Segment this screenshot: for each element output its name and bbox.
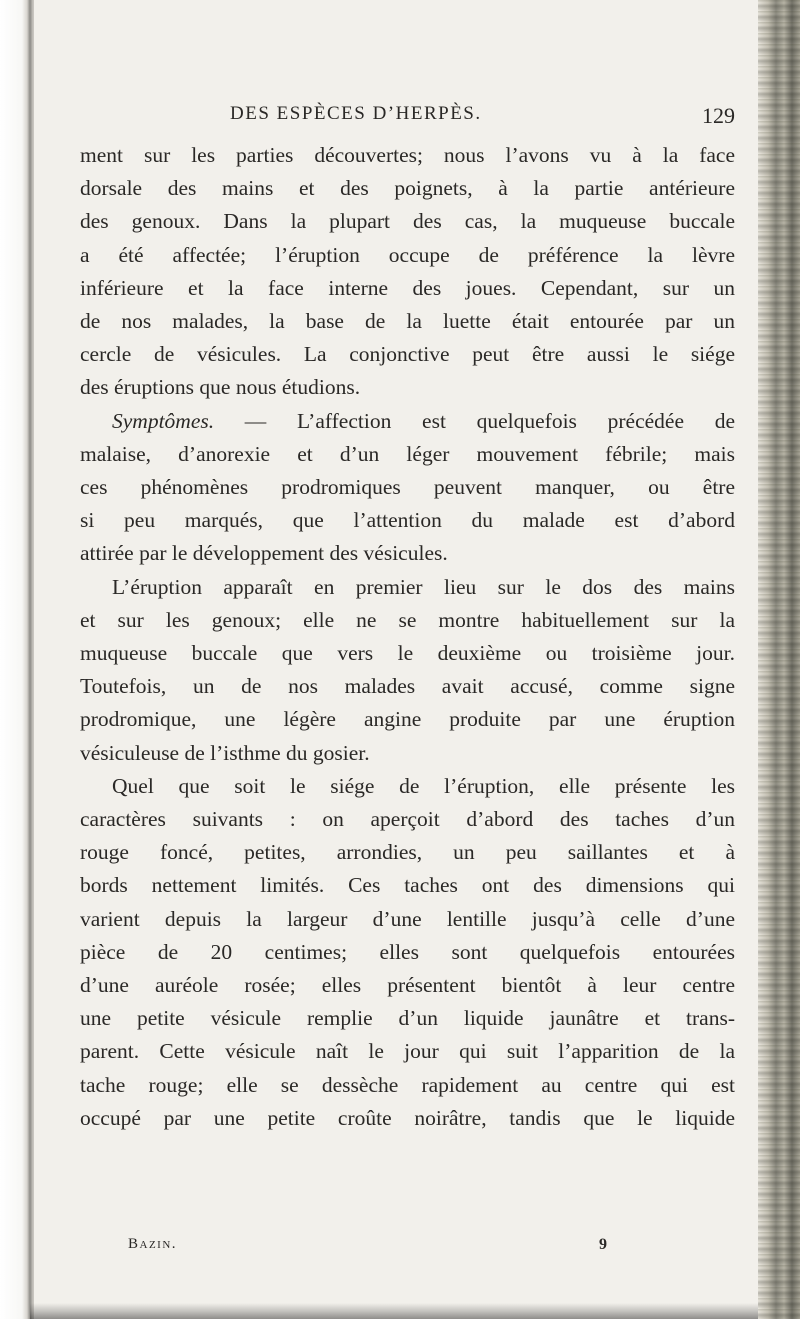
text-line: varient depuis la largeur d’une lentille jusqu’à celle d’une bbox=[80, 906, 735, 931]
paragraph bbox=[80, 405, 735, 571]
paragraph bbox=[80, 571, 735, 770]
body-text bbox=[80, 139, 735, 1135]
section-heading: Symptômes. bbox=[112, 408, 215, 433]
text-line: si peu marqués, que l’attention du malade est d’abord bbox=[80, 508, 735, 533]
text-line: caractères suivants : on aperçoit d’abord des taches d’un bbox=[80, 807, 735, 832]
page-footer bbox=[80, 1236, 735, 1258]
text-fragment: — L’affection est quelquefois précédée de bbox=[214, 408, 735, 433]
signature-mark: 9 bbox=[599, 1236, 607, 1253]
text-line: rouge foncé, petites, arrondies, un peu saillantes et à bbox=[80, 840, 735, 865]
page-number: 129 bbox=[702, 103, 735, 128]
text-line: de nos malades, la base de la luette était entourée par un bbox=[80, 309, 735, 334]
text-line: Quel que soit le siége de l’éruption, elle présente les bbox=[112, 773, 735, 798]
text-line: bords nettement limités. Ces taches ont des dimensions qui bbox=[80, 873, 735, 898]
text-line: cercle de vésicules. La conjonctive peut être aussi le siége bbox=[80, 342, 735, 367]
printer-signature: Bazin. bbox=[128, 1236, 178, 1252]
running-head: DES ESPÈCES D’HERPÈS. bbox=[230, 103, 482, 124]
text-line: ment sur les parties découvertes; nous l’avons vu à la face bbox=[80, 143, 735, 167]
text-line: ces phénomènes prodromiques peuvent manquer, ou être bbox=[80, 475, 735, 500]
text-line: malaise, d’anorexie et d’un léger mouvement fébrile; mais bbox=[80, 441, 735, 466]
text-line: vésiculeuse de l’isthme du gosier. bbox=[80, 740, 370, 765]
text-line: pièce de 20 centimes; elles sont quelquefois entourées bbox=[80, 939, 735, 964]
text-line: muqueuse buccale que vers le deuxième ou troisième jour. bbox=[80, 641, 735, 666]
paragraph bbox=[80, 139, 735, 405]
page-bottom-shadow bbox=[30, 1303, 758, 1319]
text-line: tache rouge; elle se dessèche rapidement au centre qui est bbox=[80, 1072, 735, 1097]
text-line: inférieure et la face interne des joues. Cependant, sur un bbox=[80, 275, 735, 300]
text-line: des genoux. Dans la plupart des cas, la muqueuse buccale bbox=[80, 209, 735, 234]
text-line: et sur les genoux; elle ne se montre habituellement sur la bbox=[80, 607, 735, 632]
text-line: L’éruption apparaît en premier lieu sur le dos des mains bbox=[112, 574, 735, 599]
text-line: occupé par une petite croûte noirâtre, tandis que le liquide bbox=[80, 1105, 735, 1130]
text-line: d’une auréole rosée; elles présentent bientôt à leur centre bbox=[80, 973, 735, 998]
text-line: parent. Cette vésicule naît le jour qui suit l’apparition de la bbox=[80, 1039, 735, 1064]
text-line: a été affectée; l’éruption occupe de préférence la lèvre bbox=[80, 242, 735, 267]
book-binding-edge bbox=[758, 0, 800, 1319]
text-line: attirée par le développement des vésicules. bbox=[80, 541, 448, 566]
text-line: dorsale des mains et des poignets, à la partie antérieure bbox=[80, 176, 735, 201]
page-header bbox=[80, 103, 735, 133]
text-line: Toutefois, un de nos malades avait accusé, comme signe bbox=[80, 674, 735, 699]
text-line: des éruptions que nous étudions. bbox=[80, 375, 361, 400]
paragraph bbox=[80, 770, 735, 1135]
text-line: prodromique, une légère angine produite par une éruption bbox=[80, 707, 735, 732]
text-line bbox=[80, 405, 735, 438]
text-line: une petite vésicule remplie d’un liquide jaunâtre et trans- bbox=[80, 1006, 735, 1031]
left-gutter bbox=[0, 0, 34, 1319]
